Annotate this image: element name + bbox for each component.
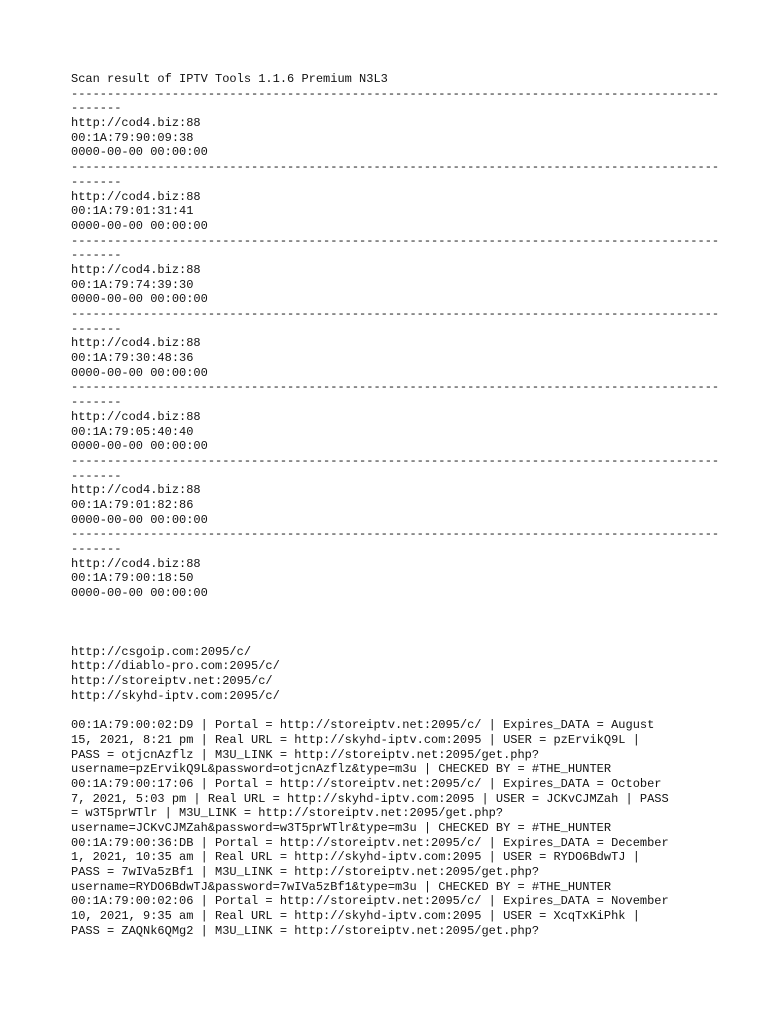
separator: ------- (71, 542, 122, 556)
entry-mac: 00:1A:79:90:09:38 (71, 130, 194, 145)
entry-date: 0000-00-00 00:00:00 (71, 145, 208, 160)
spacer (71, 704, 701, 719)
separator: ------------------------------------------------------------------------------------------ (71, 307, 720, 321)
portal-url: http://csgoip.com:2095/c/ (71, 644, 252, 659)
scan-entry (71, 233, 720, 307)
document-title: Scan result of IPTV Tools 1.1.6 Premium N3L3 (71, 72, 388, 86)
entry-url: http://cod4.biz:88 (71, 556, 201, 571)
scan-entry (71, 527, 720, 601)
scan-entry (71, 160, 720, 233)
scan-entry (71, 307, 720, 380)
entry-url: http://cod4.biz:88 (71, 116, 201, 131)
entry-date: 0000-00-00 00:00:00 (71, 292, 208, 307)
spacer (71, 601, 701, 645)
entry-mac: 00:1A:79:05:40:40 (71, 424, 194, 439)
entry-mac: 00:1A:79:01:31:41 (71, 204, 194, 219)
result-line: PASS = ZAQNk6QMg2 | M3U_LINK = http://storeiptv.net:2095/get.php? (71, 923, 540, 938)
separator: ------------------------------------------------------------------------------------------ (71, 86, 720, 101)
document-page (71, 72, 720, 939)
separator: ------------------------------------------------------------------------------------------ (71, 233, 720, 248)
result-line: 00:1A:79:00:02:D9 | Portal = http://storeiptv.net:2095/c/ | Expires_DATA = August (71, 718, 655, 733)
separator: ------------------------------------------------------------------------------------------ (71, 527, 720, 542)
result-line: 00:1A:79:00:17:06 | Portal = http://storeiptv.net:2095/c/ | Expires_DATA = October (71, 776, 662, 791)
entry-mac: 00:1A:79:01:82:86 (71, 497, 194, 512)
separator: ------- (71, 321, 122, 336)
entry-url: http://cod4.biz:88 (71, 262, 201, 277)
result-line: 15, 2021, 8:21 pm | Real URL = http://skyhd-iptv.com:2095 | USER = pzErvikQ9L | (71, 732, 640, 747)
result-line: 00:1A:79:00:36:DB | Portal = http://storeiptv.net:2095/c/ | Expires_DATA = December (71, 835, 669, 850)
result-line: username=pzErvikQ9L&password=otjcnAzflz&type=m3u | CHECKED BY = #THE_HUNTER (71, 762, 612, 777)
portal-list (71, 645, 701, 704)
result-line: PASS = 7wIVa5zBf1 | M3U_LINK = http://storeiptv.net:2095/get.php? (71, 865, 540, 880)
entry-mac: 00:1A:79:30:48:36 (71, 351, 194, 366)
result-line: 00:1A:79:00:02:06 | Portal = http://storeiptv.net:2095/c/ | Expires_DATA = November (71, 894, 669, 909)
entry-date: 0000-00-00 00:00:00 (71, 586, 208, 601)
entry-date: 0000-00-00 00:00:00 (71, 512, 208, 527)
entry-url: http://cod4.biz:88 (71, 336, 201, 351)
entry-url: http://cod4.biz:88 (71, 409, 201, 424)
result-line: 7, 2021, 5:03 pm | Real URL = http://skyhd-iptv.com:2095 | USER = JCKvCJMZah | PASS (71, 791, 669, 806)
scan-entry (71, 86, 720, 160)
result-line: PASS = otjcnAzflz | M3U_LINK = http://storeiptv.net:2095/get.php? (71, 747, 540, 762)
portal-url: http://skyhd-iptv.com:2095/c/ (71, 688, 280, 703)
portal-url: http://diablo-pro.com:2095/c/ (71, 659, 280, 674)
separator: ------- (71, 248, 122, 263)
entry-date: 0000-00-00 00:00:00 (71, 218, 208, 233)
separator: ------------------------------------------------------------------------------------------ (71, 380, 720, 395)
separator: ------- (71, 101, 122, 116)
entry-date: 0000-00-00 00:00:00 (71, 439, 208, 454)
result-line: username=RYDO6BdwTJ&password=7wIVa5zBf1&type=m3u | CHECKED BY = #THE_HUNTER (71, 879, 612, 894)
separator: ------- (71, 468, 122, 483)
entry-url: http://cod4.biz:88 (71, 189, 201, 204)
separator: ------------------------------------------------------------------------------------------ (71, 160, 720, 175)
entry-date: 0000-00-00 00:00:00 (71, 365, 208, 380)
separator: ------- (71, 174, 122, 189)
entry-mac: 00:1A:79:00:18:50 (71, 571, 194, 586)
separator: ------------------------------------------------------------------------------------------ (71, 453, 720, 468)
scan-entries (71, 86, 720, 601)
result-line: = w3T5prWTlr | M3U_LINK = http://storeiptv.net:2095/get.php? (71, 806, 504, 821)
result-line: username=JCKvCJMZah&password=w3T5prWTlr&type=m3u | CHECKED BY = #THE_HUNTER (71, 821, 612, 835)
result-line: 10, 2021, 9:35 am | Real URL = http://skyhd-iptv.com:2095 | USER = XcqTxKiPhk | (71, 909, 640, 924)
separator: ------- (71, 395, 122, 410)
portal-url: http://storeiptv.net:2095/c/ (71, 674, 273, 689)
scan-entry (71, 380, 720, 454)
result-line: 1, 2021, 10:35 am | Real URL = http://skyhd-iptv.com:2095 | USER = RYDO6BdwTJ | (71, 850, 640, 865)
results-block (71, 718, 701, 938)
scan-entry (71, 453, 720, 527)
entry-mac: 00:1A:79:74:39:30 (71, 277, 194, 292)
entry-url: http://cod4.biz:88 (71, 483, 201, 498)
